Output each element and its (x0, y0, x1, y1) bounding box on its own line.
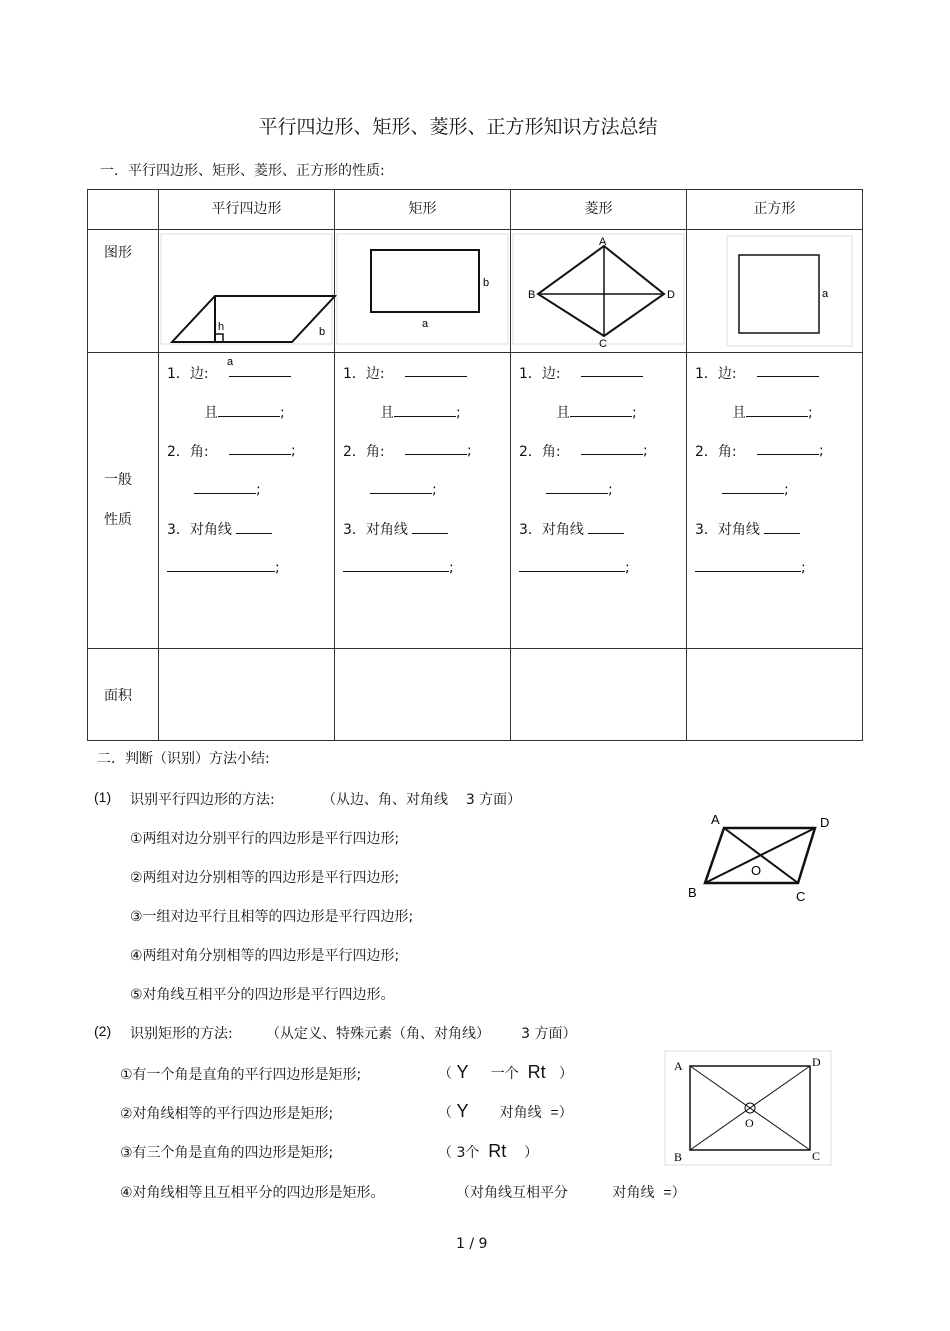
method1-item-4: ④两组对角分别相等的四边形是平行四边形; (130, 948, 400, 964)
rectangle-figure (335, 230, 510, 348)
props-rhombus: 1．边: 且 ; 2．角: ; ; 3．对角线 ; (511, 353, 687, 649)
props-parallelogram: 1．边: 且 ; 2．角: ; ; 3．对角线 ; (159, 353, 335, 649)
method2-number: (2) (94, 1023, 112, 1039)
blank-angle-2[interactable] (722, 480, 784, 494)
rectangle-diagram (664, 1050, 836, 1168)
header-rectangle: 矩形 (335, 190, 511, 230)
blank-angle[interactable] (405, 441, 467, 455)
section2-heading: 二．判断（识别）方法小结: (97, 751, 270, 767)
vertex-a: A (599, 236, 607, 248)
prop-angle-label: 2．角: (167, 444, 209, 460)
area-square[interactable] (687, 649, 863, 741)
method1-label: 识别平行四边形的方法: (130, 792, 275, 808)
param-h: h (218, 321, 225, 333)
properties-table (87, 189, 863, 741)
page-number: 1 / 9 (456, 1236, 488, 1252)
blank-diag[interactable] (764, 520, 800, 534)
blank-edge-and[interactable] (394, 403, 456, 417)
vertex-c: C (796, 889, 806, 904)
method2-item-1: ①有一个角是直角的平行四边形是矩形; (120, 1067, 362, 1083)
row-label-area: 面积 (88, 649, 159, 741)
center-o: O (751, 863, 762, 878)
prop-edge-label: 1．边: (167, 366, 209, 382)
method1-note: （从边、角、对角线 3 方面） (322, 792, 522, 808)
method1-item-2: ②两组对边分别相等的四边形是平行四边形; (130, 870, 400, 886)
row-label-properties: 一般 性质 (88, 353, 159, 649)
blank-edge[interactable] (581, 363, 643, 377)
area-rectangle[interactable] (335, 649, 511, 741)
param-b: b (483, 277, 490, 289)
vertex-a: A (674, 1059, 683, 1073)
blank-angle-2[interactable] (194, 480, 256, 494)
parallelogram-diagram (680, 808, 840, 908)
method2-note-3: （ 3个 Rt ） (438, 1141, 539, 1161)
square-figure (687, 230, 862, 348)
method1-item-3: ③一组对边平行且相等的四边形是平行四边形; (130, 909, 414, 925)
blank-angle[interactable] (229, 441, 291, 455)
props-square: 1．边: 且 ; 2．角: ; ; 3．对角线 ; (687, 353, 863, 649)
header-rhombus: 菱形 (511, 190, 687, 230)
vertex-b: B (528, 289, 536, 301)
figure-parallelogram-cell (159, 230, 335, 368)
header-corner (88, 190, 159, 230)
parallelogram-figure (159, 230, 334, 368)
vertex-c: C (812, 1149, 821, 1163)
blank-diag-2[interactable] (695, 558, 801, 572)
blank-edge[interactable] (757, 363, 819, 377)
method1-item-5: ⑤对角线互相平分的四边形是平行四边形。 (130, 987, 395, 1003)
vertex-b: B (674, 1150, 683, 1164)
figure-square-cell (687, 230, 863, 353)
blank-angle[interactable] (581, 441, 643, 455)
header-parallelogram: 平行四边形 (159, 190, 335, 230)
blank-diag[interactable] (412, 520, 448, 534)
method2-item-3: ③有三个角是直角的四边形是矩形; (120, 1145, 334, 1161)
blank-angle[interactable] (757, 441, 819, 455)
vertex-c: C (599, 338, 607, 350)
param-a: a (822, 288, 829, 300)
row-label-figure: 图形 (88, 230, 159, 353)
figure-rhombus-cell (511, 230, 687, 353)
rhombus-figure (511, 230, 686, 348)
blank-edge-and[interactable] (218, 403, 280, 417)
blank-diag-2[interactable] (167, 558, 275, 572)
method2-item-2: ②对角线相等的平行四边形是矩形; (120, 1106, 334, 1122)
blank-diag-2[interactable] (519, 558, 625, 572)
vertex-d: D (812, 1055, 821, 1069)
blank-edge-and[interactable] (570, 403, 632, 417)
blank-angle-2[interactable] (370, 480, 432, 494)
method2-note: （从定义、特殊元素（角、对角线） 3 方面） (266, 1026, 577, 1042)
blank-diag[interactable] (236, 520, 272, 534)
area-rhombus[interactable] (511, 649, 687, 741)
figure-rectangle-cell (335, 230, 511, 353)
blank-diag[interactable] (588, 520, 624, 534)
page-title: 平行四边形、矩形、菱形、正方形知识方法总结 (258, 116, 658, 138)
method1-number: (1) (94, 789, 112, 805)
vertex-b: B (688, 885, 697, 900)
blank-angle-2[interactable] (546, 480, 608, 494)
header-square: 正方形 (687, 190, 863, 230)
method1-item-1: ①两组对边分别平行的四边形是平行四边形; (130, 831, 400, 847)
method2-label: 识别矩形的方法: (130, 1026, 233, 1042)
method2-item-4: ④对角线相等且互相平分的四边形是矩形。 (120, 1185, 385, 1201)
vertex-d: D (820, 815, 830, 830)
props-rectangle: 1．边: 且 ; 2．角: ; ; 3．对角线 ; (335, 353, 511, 649)
param-a: a (227, 356, 234, 368)
area-parallelogram[interactable] (159, 649, 335, 741)
param-b: b (319, 326, 326, 338)
method2-note-4: （对角线互相平分 对角线 =） (456, 1184, 686, 1201)
vertex-d: D (667, 289, 675, 301)
method2-note-2: （ Y 对角线 =） (438, 1101, 573, 1121)
method2-note-1: （ Y 一个 Rt ） (438, 1062, 573, 1082)
blank-edge[interactable] (229, 363, 291, 377)
section1-heading: 一．平行四边形、矩形、菱形、正方形的性质: (100, 163, 385, 179)
blank-edge-and[interactable] (746, 403, 808, 417)
center-o: O (745, 1116, 754, 1130)
blank-diag-2[interactable] (343, 558, 449, 572)
param-a: a (422, 318, 429, 330)
vertex-a: A (711, 812, 720, 827)
blank-edge[interactable] (405, 363, 467, 377)
